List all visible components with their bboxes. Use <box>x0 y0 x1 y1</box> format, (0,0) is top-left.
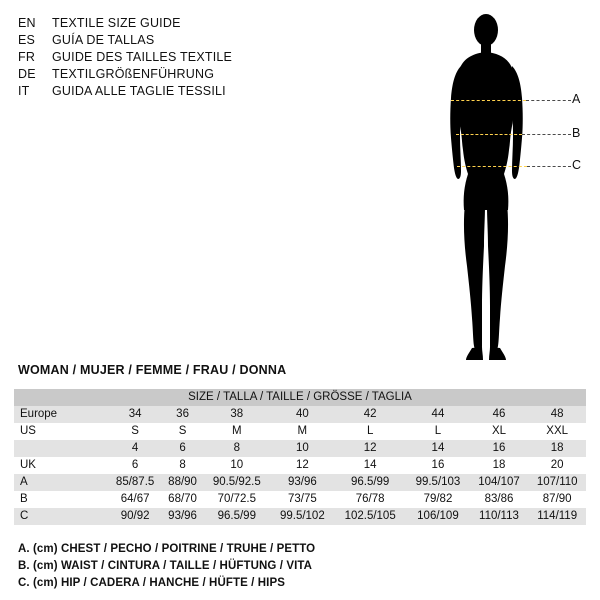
table-header-label: SIZE / TALLA / TAILLE / GRÖSSE / TAGLIA <box>14 389 586 406</box>
language-header-list <box>18 16 348 101</box>
cell: 20 <box>528 457 586 474</box>
cell: L <box>334 423 406 440</box>
cell: 34 <box>108 406 162 423</box>
cell: 90.5/92.5 <box>203 474 271 491</box>
cell: 110/113 <box>470 508 529 525</box>
cell: 73/75 <box>271 491 334 508</box>
measurement-notes <box>18 541 578 592</box>
cell: 83/86 <box>470 491 529 508</box>
cell: M <box>271 423 334 440</box>
hip-guide-line <box>457 166 527 167</box>
language-row <box>18 16 348 33</box>
cell: 114/119 <box>528 508 586 525</box>
cell: M <box>203 423 271 440</box>
chest-guide-line <box>451 100 526 101</box>
language-title: GUIDA ALLE TAGLIE TESSILI <box>52 84 226 98</box>
cell: 44 <box>406 406 469 423</box>
language-title: TEXTILGRÖßENFÜHRUNG <box>52 67 215 81</box>
language-row <box>18 84 348 101</box>
language-title: TEXTILE SIZE GUIDE <box>52 16 181 30</box>
cell: 10 <box>271 440 334 457</box>
cell: 96.5/99 <box>334 474 406 491</box>
row-label: B <box>14 491 108 508</box>
language-row <box>18 50 348 67</box>
measure-label-a: A <box>572 92 581 106</box>
table-row <box>14 423 586 440</box>
cell: XL <box>470 423 529 440</box>
cell: 12 <box>334 440 406 457</box>
cell: 68/70 <box>162 491 203 508</box>
cell: 87/90 <box>528 491 586 508</box>
language-code: FR <box>18 50 36 64</box>
chest-leader-line <box>526 100 571 101</box>
language-code: EN <box>18 16 36 30</box>
cell: 36 <box>162 406 203 423</box>
table-row <box>14 491 586 508</box>
cell: 18 <box>528 440 586 457</box>
cell: S <box>162 423 203 440</box>
cell: 46 <box>470 406 529 423</box>
cell: 88/90 <box>162 474 203 491</box>
language-code: DE <box>18 67 36 81</box>
note-hip: C. (cm) HIP / CADERA / HANCHE / HÜFTE / HIPS <box>18 577 286 589</box>
cell: XXL <box>528 423 586 440</box>
cell: 14 <box>334 457 406 474</box>
cell: 6 <box>108 457 162 474</box>
table-header-row <box>14 389 586 406</box>
cell: 6 <box>162 440 203 457</box>
body-figure <box>420 8 595 368</box>
cell: 70/72.5 <box>203 491 271 508</box>
cell: 8 <box>203 440 271 457</box>
cell: 79/82 <box>406 491 469 508</box>
row-label: US <box>14 423 108 440</box>
measure-label-b: B <box>572 126 581 140</box>
row-label: A <box>14 474 108 491</box>
language-title: GUIDE DES TAILLES TEXTILE <box>52 50 233 64</box>
cell: 104/107 <box>470 474 529 491</box>
cell: 8 <box>162 457 203 474</box>
language-code: ES <box>18 33 36 47</box>
cell: 16 <box>470 440 529 457</box>
language-title: GUÍA DE TALLAS <box>52 33 155 47</box>
cell: 99.5/103 <box>406 474 469 491</box>
row-label: Europe <box>14 406 108 423</box>
size-table <box>14 389 586 525</box>
cell: 48 <box>528 406 586 423</box>
cell: 96.5/99 <box>203 508 271 525</box>
measure-label-c: C <box>572 158 582 172</box>
cell: 93/96 <box>271 474 334 491</box>
section-title-woman: WOMAN / MUJER / FEMME / FRAU / DONNA <box>18 363 287 377</box>
cell: 90/92 <box>108 508 162 525</box>
cell: 38 <box>203 406 271 423</box>
row-label <box>14 440 108 457</box>
note-chest: A. (cm) CHEST / PECHO / POITRINE / TRUHE / PETTO <box>18 543 316 555</box>
waist-guide-line <box>456 134 522 135</box>
female-silhouette-icon <box>420 8 595 368</box>
row-label: UK <box>14 457 108 474</box>
table-row <box>14 474 586 491</box>
table-row <box>14 457 586 474</box>
cell: 10 <box>203 457 271 474</box>
cell: 106/109 <box>406 508 469 525</box>
waist-leader-line <box>522 134 571 135</box>
table-row <box>14 508 586 525</box>
language-row <box>18 67 348 84</box>
cell: 99.5/102 <box>271 508 334 525</box>
cell: 18 <box>470 457 529 474</box>
language-row <box>18 33 348 50</box>
cell: 42 <box>334 406 406 423</box>
row-label: C <box>14 508 108 525</box>
cell: 40 <box>271 406 334 423</box>
cell: S <box>108 423 162 440</box>
note-waist: B. (cm) WAIST / CINTURA / TAILLE / HÜFTUNG / VITA <box>18 560 313 572</box>
cell: 76/78 <box>334 491 406 508</box>
table-row <box>14 406 586 423</box>
table-row <box>14 440 586 457</box>
cell: 14 <box>406 440 469 457</box>
cell: 16 <box>406 457 469 474</box>
cell: 64/67 <box>108 491 162 508</box>
cell: 93/96 <box>162 508 203 525</box>
cell: 85/87.5 <box>108 474 162 491</box>
cell: 102.5/105 <box>334 508 406 525</box>
language-code: IT <box>18 84 30 98</box>
cell: 4 <box>108 440 162 457</box>
hip-leader-line <box>527 166 571 167</box>
cell: L <box>406 423 469 440</box>
cell: 12 <box>271 457 334 474</box>
cell: 107/110 <box>528 474 586 491</box>
